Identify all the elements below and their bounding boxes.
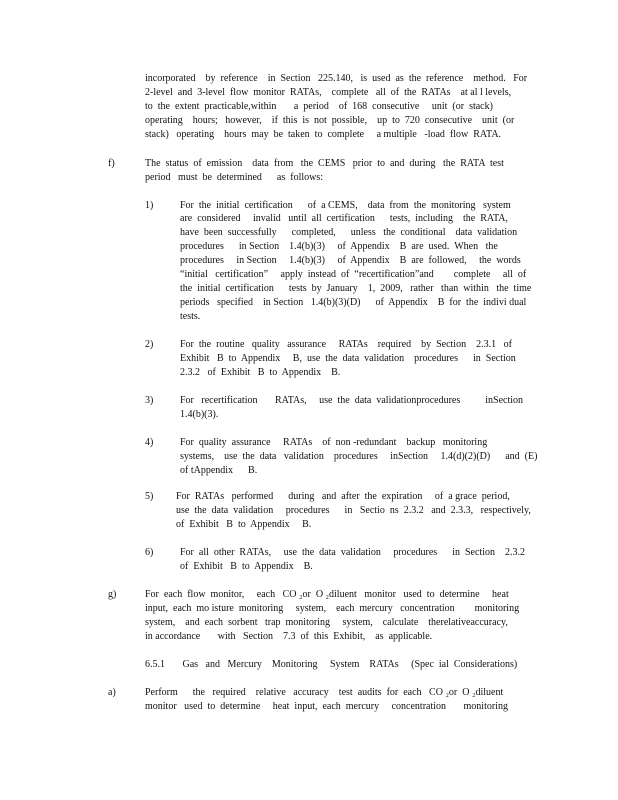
text-line: 2-level and 3-level flow monitor RATAs, complete all of the RATAs at al l levels,	[145, 87, 512, 98]
list-marker: 3)	[145, 395, 154, 406]
list-marker: 5)	[145, 491, 154, 502]
section-heading: 6.5.1 Gas and Mercury Monitoring System RATAs (Spec ial Considerations)	[145, 659, 518, 670]
text-line: input, each mo isture monitoring system, each mercury concentration monitoring	[145, 603, 520, 614]
text-line: Exhibit B to Appendix B, use the data validation procedures in Section	[180, 353, 516, 364]
text-line: “initial certification” apply instead of “recertification”and complete all of	[180, 269, 527, 280]
text-line: in accordance with Section 7.3 of this Exhibit, as applicable.	[145, 631, 433, 642]
list-marker: 4)	[145, 437, 154, 448]
text-line: to the extent practicable,within a period of 168 consecutive unit (or stack)	[145, 101, 493, 112]
text-line: For the routine quality assurance RATAs required by Section 2.3.1 of	[180, 339, 512, 350]
text-line: system, and each sorbent trap monitoring system, calculate therelativeaccuracy,	[145, 617, 508, 628]
list-marker: a)	[108, 687, 116, 698]
text-line: of Exhibit B to Appendix B.	[180, 561, 313, 572]
list-marker: 2)	[145, 339, 154, 350]
text-line: incorporated by reference in Section 225.140, is used as the reference method. For	[145, 73, 528, 84]
text-line: For RATAs performed during and after the expiration of a grace period,	[176, 491, 510, 502]
text-line: use the data validation procedures in Sectio ns 2.3.2 and 2.3.3, respectively,	[176, 505, 531, 516]
text-line: stack) operating hours may be taken to complete a multiple -load flow RATA.	[145, 129, 502, 140]
list-marker: f)	[108, 158, 115, 169]
text-line: For the initial certification of a CEMS, data from the monitoring system	[180, 200, 511, 211]
text-line: Perform the required relative accuracy test audits for each CO ₂or O ₂diluent	[145, 687, 504, 698]
list-marker: g)	[108, 589, 117, 600]
text-line: monitor used to determine heat input, each mercury concentration monitoring	[145, 701, 508, 712]
text-line: of Exhibit B to Appendix B.	[176, 519, 312, 530]
text-line: procedures in Section 1.4(b)(3) of Appendix B are used. When the	[180, 241, 498, 252]
text-line: 1.4(b)(3).	[180, 409, 219, 420]
text-line: For quality assurance RATAs of non -redundant backup monitoring	[180, 437, 488, 448]
text-line: For recertification RATAs, use the data validationprocedures inSection	[180, 395, 524, 406]
text-line: For each flow monitor, each CO ₂or O ₂diluent monitor used to determine heat	[145, 589, 509, 600]
text-line: are considered invalid until all certification tests, including the RATA,	[180, 213, 509, 224]
text-line: The status of emission data from the CEMS prior to and during the RATA test	[145, 158, 504, 169]
text-line: 2.3.2 of Exhibit B to Appendix B.	[180, 367, 341, 378]
text-line: systems, use the data validation procedures inSection 1.4(d)(2)(D) and (E)	[180, 451, 538, 462]
text-line: the initial certification tests by January 1, 2009, rather than within the time	[180, 283, 532, 294]
text-line: tests.	[180, 311, 201, 322]
list-marker: 6)	[145, 547, 154, 558]
text-line: procedures in Section 1.4(b)(3) of Appendix B are followed, the words	[180, 255, 521, 266]
text-line: have been successfully completed, unless the conditional data validation	[180, 227, 518, 238]
list-marker: 1)	[145, 200, 154, 211]
text-line: of tAppendix B.	[180, 465, 258, 476]
text-line: operating hours; however, if this is not possible, up to 720 consecutive unit (or	[145, 115, 515, 126]
text-line: periods specified in Section 1.4(b)(3)(D) of Appendix B for the indivi dual	[180, 297, 527, 308]
text-line: period must be determined as follows:	[145, 172, 324, 183]
text-line: For all other RATAs, use the data validation procedures in Section 2.3.2	[180, 547, 525, 558]
